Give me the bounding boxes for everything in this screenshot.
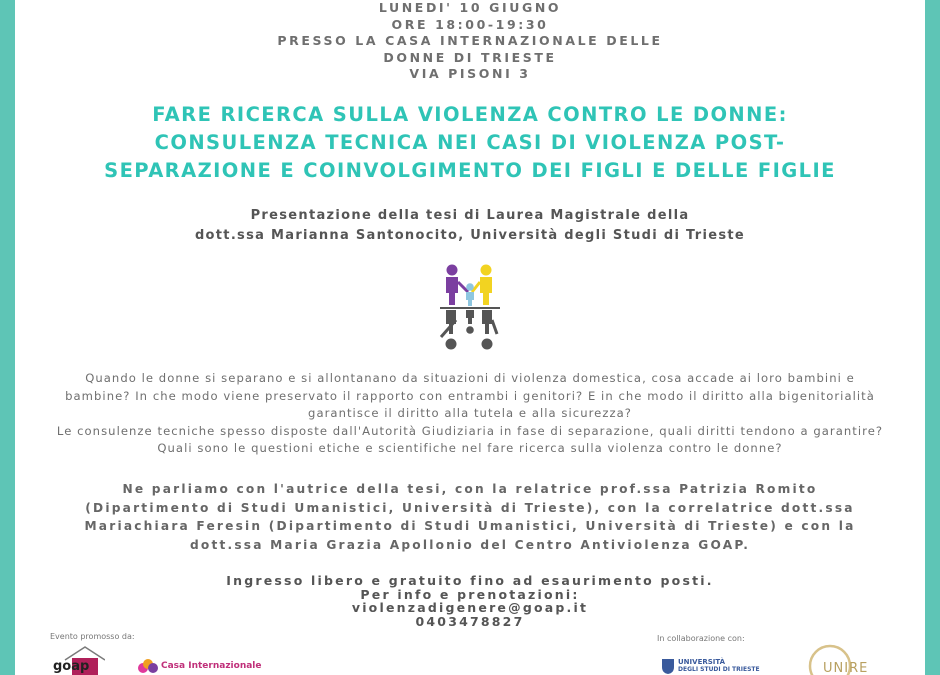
unire-logo-text: UNIRE — [823, 661, 869, 675]
free-entry-text: Ingresso libero e gratuito fino ad esaurimento posti. — [226, 573, 714, 588]
contact-email: violenzadigenere@goap.it — [351, 600, 589, 615]
casa-internazionale-logo — [137, 656, 262, 675]
presentation-line-2: dott.ssa Marianna Santonocito, Università degli Studi di Trieste — [194, 228, 746, 243]
title-line-3: SEPARAZIONE E COINVOLGIMENTO DEI FIGLI E DELLE FIGLIE — [104, 159, 836, 182]
goap-logo — [53, 646, 105, 675]
event-time: ORE 18:00-19:30 — [391, 16, 549, 32]
promoted-by-label: Evento promosso da: — [50, 632, 135, 641]
unire-logo — [805, 644, 875, 675]
university-name-line2: DEGLI STUDI DI TRIESTE — [678, 666, 760, 673]
presentation-line-1: Presentazione della tesi di Laurea Magistrale della — [250, 208, 690, 223]
description-paragraph-1: Quando le donne si separano e si allontanano da situazioni di violenza domestica, cosa accade ai loro bambini e bambine? In che modo viene preservato il rapporto con entrambi i genitori? E in che modo il diritto alla bigenitorialità garantisce il diritto alla tutela e alla sicurezza? — [65, 371, 875, 420]
title-line-1: FARE RICERCA SULLA VIOLENZA CONTRO LE DONNE: — [152, 103, 788, 126]
event-venue-line2: DONNE DI TRIESTE — [383, 49, 557, 65]
casa-logo-text: Casa Internazionale — [161, 661, 262, 671]
goap-logo-text: goap — [53, 659, 90, 674]
university-name-line1: UNIVERSITÀ — [678, 658, 726, 666]
event-venue-line1: PRESSO LA CASA INTERNAZIONALE DELLE — [277, 33, 663, 48]
event-date: LUNEDI' 10 GIUGNO — [378, 0, 562, 15]
event-address: VIA PISONI 3 — [409, 66, 531, 81]
booking-label: Per info e prenotazioni: — [360, 586, 580, 602]
booking-info — [15, 574, 925, 628]
flyer-page — [15, 0, 925, 675]
university-trieste-logo — [661, 656, 771, 675]
presentation-text — [15, 206, 925, 246]
event-title — [15, 101, 925, 185]
contact-phone: 0403478827 — [415, 613, 525, 629]
collaboration-label: In collaborazione con: — [657, 634, 745, 643]
description — [15, 370, 925, 458]
family-figures-icon — [435, 262, 505, 354]
description-paragraph-2: Le consulenze tecniche spesso disposte dall'Autorità Giudiziaria in fase di separazione, quali diritti tendono a garantire? Quali sono le questioni etiche e scientifiche nel fare ricerca sulla violenza contro le donne? — [56, 423, 884, 455]
event-info-header — [15, 0, 925, 83]
title-line-2: CONSULENZA TECNICA NEI CASI DI VIOLENZA POST- — [154, 131, 786, 154]
speakers-paragraph: Ne parliamo con l'autrice della tesi, con la relatrice prof.ssa Patrizia Romito (Dipartimento di Studi Umanistici, Università di Trieste), con la correlatrice dott.ssa Mariachiara Feresin (Dipartimento di Studi Umanistici, Università di Trieste) e con la dott.ssa Maria Grazia Apollonio del Centro Antiviolenza GOAP. — [84, 482, 856, 552]
